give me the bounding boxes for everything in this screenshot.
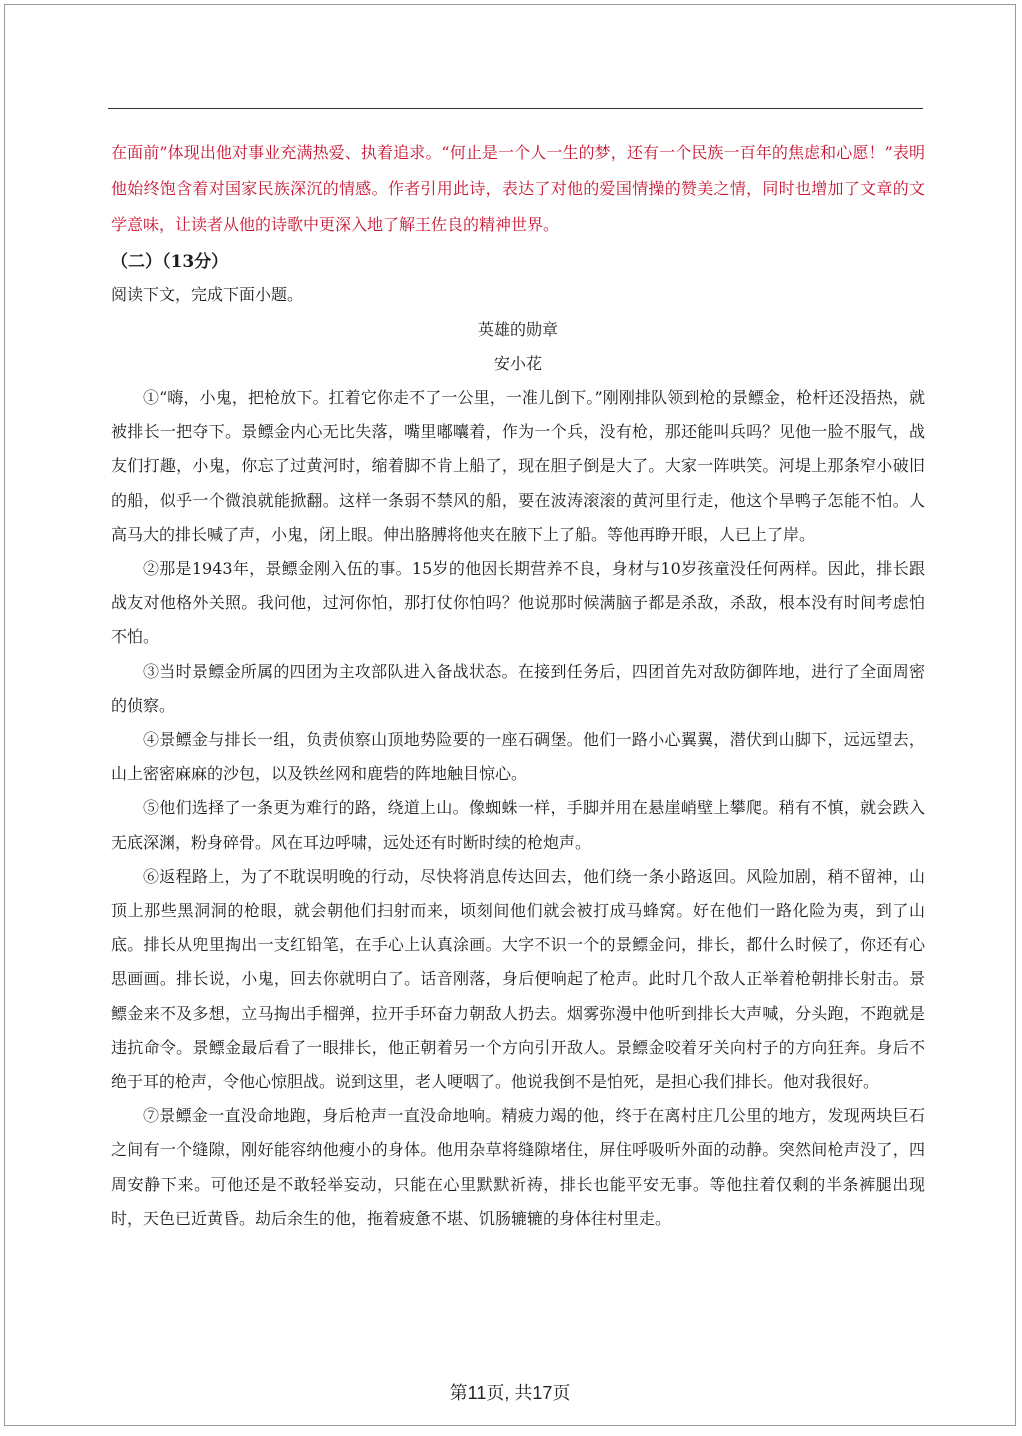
article-paragraph-4: ④景鳔金与排长一组，负责侦察山顶地势险要的一座石碉堡。他们一路小心翼翼，潜伏到山脚下，远远望去，山上密密麻麻的沙包，以及铁丝网和鹿砦的阵地触目惊心。 bbox=[111, 730, 925, 784]
article-paragraph-1: ①“嗨，小鬼，把枪放下。扛着它你走不了一公里，一准儿倒下。”刚刚排队领到枪的景鳔金，枪杆还没捂热，就被排长一把夺下。景鳔金内心无比失落，嘴里嘟囔着，作为一个兵，没有枪，那还能叫兵吗？见他一脸不服气，战友们打趣，小鬼，你忘了过黄河时，缩着脚不肯上船了，现在胆子倒是大了。大家一阵哄笑。河堤上那条窄小破旧的船，似乎一个微浪就能掀翻。这样一条弱不禁风的船，要在波涛滚滚的黄河里行走，他这个旱鸭子怎能不怕。人高马大的排长喊了声，小鬼，闭上眼。伸出胳膊将他夹在腋下上了船。等他再睁开眼，人已上了岸。 bbox=[111, 388, 925, 544]
header-rule bbox=[108, 108, 923, 109]
article-paragraph-2: ②那是1943年，景鳔金刚入伍的事。15岁的他因长期营养不良，身材与10岁孩童没任何两样。因此，排长跟战友对他格外关照。我问他，过河你怕，那打仗你怕吗？他说那时候满脑子都是杀敌，杀敌，根本没有时间考虑怕不怕。 bbox=[111, 559, 925, 647]
page-number-footer: 第11页, 共17页 bbox=[449, 1383, 571, 1403]
reading-instruction: 阅读下文，完成下面小题。 bbox=[111, 285, 304, 304]
section-heading: （二）（13分） bbox=[111, 252, 229, 272]
article-paragraph-6: ⑥返程路上，为了不耽误明晚的行动，尽快将消息传达回去，他们绕一条小路返回。风险加剧，稍不留神，山顶上那些黑洞洞的枪眼，就会朝他们扫射而来，顷刻间他们就会被打成马蜂窝。好在他们一路化险为夷，到了山底。排长从兜里掏出一支红铅笔，在手心上认真涂画。大字不识一个的景鳔金问，排长，都什么时候了，你还有心思画画。排长说，小鬼，回去你就明白了。话音刚落，身后便响起了枪声。此时几个敌人正举着枪朝排长射击。景鳔金来不及多想，立马掏出手榴弹，拉开手环奋力朝敌人扔去。烟雾弥漫中他听到排长大声喊，分头跑，不跑就是违抗命令。景鳔金最后看了一眼排长，他正朝着另一个方向引开敌人。景鳔金咬着牙关向村子的方向狂奔。身后不绝于耳的枪声，令他心惊胆战。说到这里，老人哽咽了。他说我倒不是怕死，是担心我们排长。他对我很好。 bbox=[111, 866, 925, 1092]
page-content bbox=[111, 135, 925, 1236]
answer-text: 在面前”体现出他对事业充满热爱、执着追求。“何止是一个人一生的梦，还有一个民族一百年的焦虑和心愿！”表明他始终饱含着对国家民族深沉的情感。作者引用此诗，表达了对他的爱国情操的赞美之情，同时也增加了文章的文学意味，让读者从他的诗歌中更深入地了解王佐良的精神世界。 bbox=[111, 143, 925, 234]
article-author: 安小花 bbox=[493, 354, 542, 373]
article-paragraph-7: ⑦景鳔金一直没命地跑，身后枪声一直没命地响。精疲力竭的他，终于在离村庄几公里的地方，发现两块巨石之间有一个缝隙，刚好能容纳他瘦小的身体。他用杂草将缝隙堵住，屏住呼吸听外面的动静。突然间枪声没了，四周安静下来。可他还是不敢轻举妄动，只能在心里默默祈祷，排长也能平安无事。等他拄着仅剩的半条裤腿出现时，天色已近黄昏。劫后余生的他，拖着疲惫不堪、饥肠辘辘的身体往村里走。 bbox=[111, 1106, 925, 1228]
article-paragraph-5: ⑤他们选择了一条更为难行的路，绕道上山。像蜘蛛一样，手脚并用在悬崖峭壁上攀爬。稍有不慎，就会跌入无底深渊，粉身碎骨。风在耳边呼啸，远处还有时断时续的枪炮声。 bbox=[111, 798, 925, 852]
article-title: 英雄的勋章 bbox=[477, 320, 558, 339]
article-paragraph-3: ③当时景鳔金所属的四团为主攻部队进入备战状态。在接到任务后，四团首先对敌防御阵地，进行了全面周密的侦察。 bbox=[111, 661, 925, 715]
document-page bbox=[4, 4, 1016, 1426]
